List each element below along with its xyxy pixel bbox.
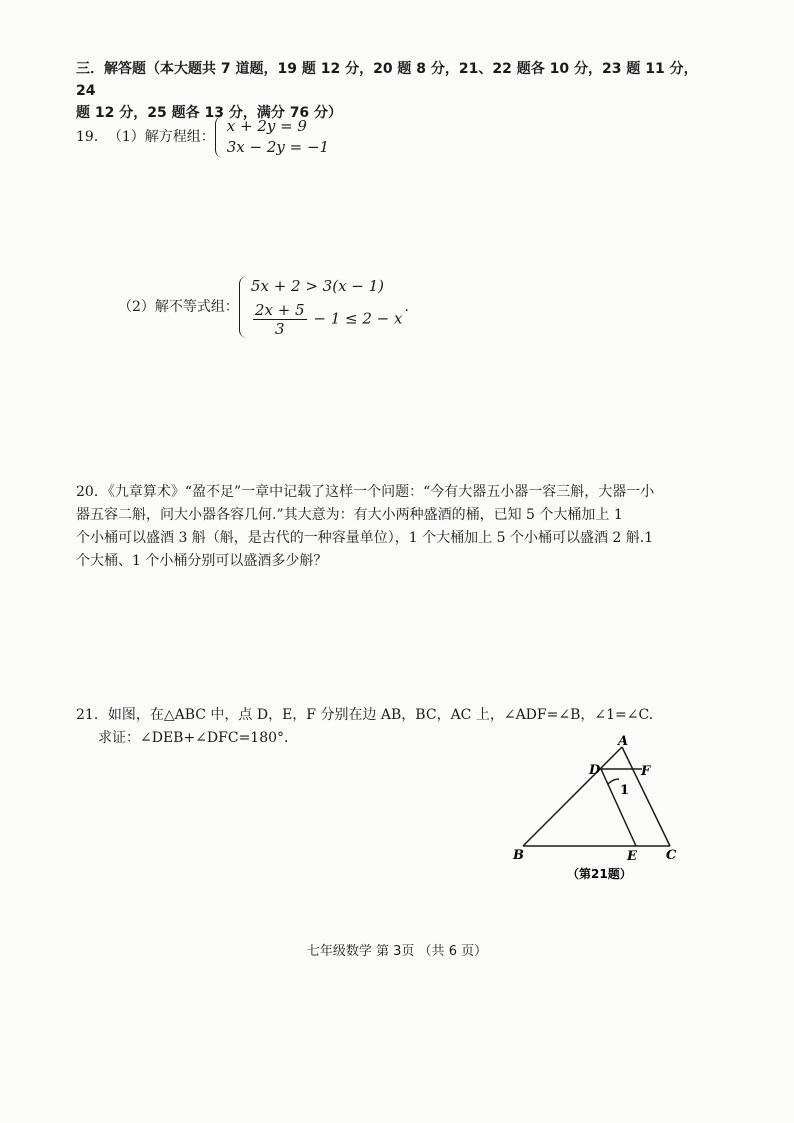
section-header-line2: 题 12 分，25 题各 13 分，满分 76 分）: [76, 105, 343, 121]
section-header: [76, 58, 716, 124]
q20: [76, 481, 716, 573]
q20-line: 个大桶、1 个小桶分别可以盛酒多少斛？: [76, 553, 328, 569]
q19-number: 19．: [76, 128, 108, 145]
q19-part1-label: （1）解方程组：: [107, 128, 215, 145]
label-d: D: [589, 763, 601, 778]
label-c: C: [666, 848, 677, 863]
segment-de: [601, 769, 636, 846]
fraction-denominator: 3: [274, 320, 285, 338]
q19-part2: [118, 276, 418, 338]
q19-eq1: x + 2y = 9: [226, 117, 307, 135]
q21-line2: 求证：∠DEB+∠DFC=180°.: [98, 730, 289, 746]
q20-line: 20．《九章算术》“盈不足”一章中记载了这样一个问题：“今有大器五小器一容三斛，大器一小: [76, 484, 655, 500]
label-angle-1: 1: [620, 783, 630, 798]
page-footer: 七年级数学 第 3页 （共 6 页）: [306, 944, 488, 959]
label-a: A: [618, 734, 629, 749]
edge-ab: [523, 747, 622, 846]
q19-equation-system: [215, 116, 329, 158]
label-f: F: [641, 764, 651, 779]
brace-icon: [239, 276, 247, 338]
q20-line: 器五容二斛，问大小器各容几何.”其大意为：有大小两种盛酒的桶，已知 5 个大桶加上 1: [76, 507, 623, 523]
angle-1-arc: [608, 779, 619, 784]
q19-part2-end: ．: [404, 298, 419, 315]
q19-eq2: 3x − 2y = −1: [226, 138, 330, 156]
q21-triangle-figure: [505, 728, 695, 888]
q19-ineq2-rest: − 1 ≤ 2 − x: [313, 309, 403, 328]
q19-part2-label: （2）解不等式组：: [118, 298, 239, 315]
q20-line: 个小桶可以盛酒 3 斛（斛，是古代的一种容量单位），1 个大桶加上 5 个小桶可以盛酒 2 斛.1: [76, 530, 654, 546]
fraction-numerator: 2x + 5: [254, 301, 305, 319]
label-b: B: [513, 848, 524, 863]
section-header-line1: 三．解答题（本大题共 7 道题，19 题 12 分，20 题 8 分，21、22 题各 10 分，23 题 11 分，24: [76, 61, 698, 99]
q19-ineq1: 5x + 2 > 3(x − 1): [250, 277, 385, 295]
q19-ineq2: [251, 301, 403, 338]
q21-line1: 21．如图，在△ABC 中，点 D，E，F 分别在边 AB，BC，AC 上，∠ADF=∠B，∠1=∠C.: [76, 707, 654, 723]
q19-fraction: [253, 301, 307, 338]
label-e: E: [627, 849, 637, 864]
q19-part1: [76, 116, 329, 158]
figure-caption: （第21题）: [567, 867, 632, 881]
brace-icon: [215, 116, 223, 158]
q19-inequality-system: [239, 276, 403, 338]
